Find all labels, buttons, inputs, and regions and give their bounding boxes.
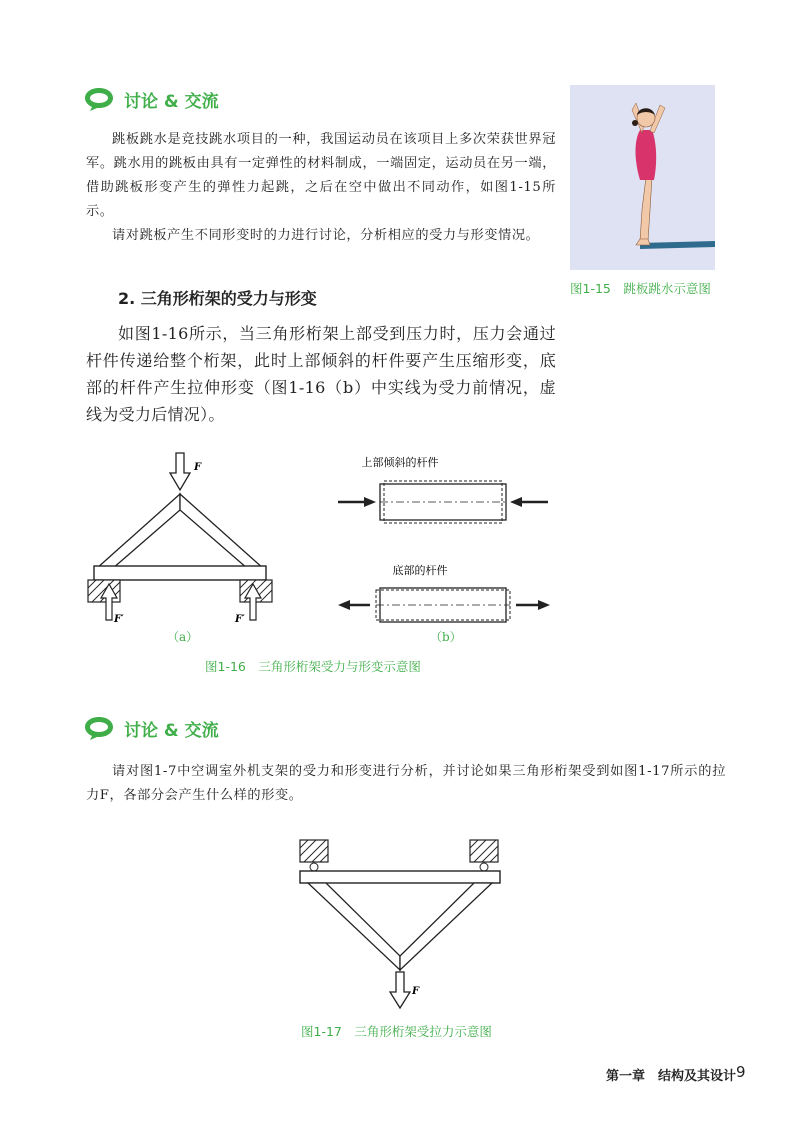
figure-caption-1-15: 图1-15 跳板跳水示意图	[570, 281, 711, 296]
discussion-header-1	[84, 86, 219, 112]
truss-a	[88, 453, 272, 620]
discussion-title: 讨论 & 交流	[124, 720, 219, 741]
figure-caption-1-17: 图1-17 三角形桁架受拉力示意图	[301, 1024, 492, 1039]
discussion-text-2	[86, 760, 726, 808]
speech-bubble-icon	[84, 86, 114, 112]
upper-member-label: 上部倾斜的杆件	[361, 456, 439, 469]
page-number: 9	[736, 1063, 746, 1081]
reaction-label-right: F′	[235, 614, 245, 625]
bottom-member-label: 底部的杆件	[392, 564, 448, 577]
paragraph: 请对跳板产生不同形变时的力进行讨论，分析相应的受力与形变情况。	[112, 228, 540, 243]
truss-force-diagram	[80, 448, 560, 648]
reaction-label-left: F′	[114, 614, 124, 625]
paragraph: 如图1-16所示，当三角形桁架上部受到压力时，压力会通过杆件传递给整个桁架，此时上部倾斜的杆件要产生压缩形变，底部的杆件产生拉伸形变（图1-16（b）中实线为受力前情况，虚线为受力后情况）。	[86, 324, 556, 424]
diving-illustration	[570, 85, 715, 270]
label-b: （b）	[430, 630, 462, 644]
paragraph: 请对图1-7中空调室外机支架的受力和形变进行分析，并讨论如果三角形桁架受到如图1-17所示的拉力F，各部分会产生什么样的形变。	[86, 764, 726, 803]
discussion-title: 讨论 & 交流	[124, 91, 219, 112]
paragraph: 跳板跳水是竞技跳水项目的一种，我国运动员在该项目上多次荣获世界冠军。跳水用的跳板由具有一定弹性的材料制成，一端固定，运动员在另一端，借助跳板形变产生的弹性力起跳，之后在空中做出不同动作，如图1-15所示。	[86, 132, 556, 219]
speech-bubble-icon	[84, 715, 114, 741]
truss-tension-diagram	[296, 838, 516, 1018]
discussion-header-2	[84, 715, 219, 741]
section-title: 2. 三角形桁架的受力与形变	[118, 289, 317, 308]
chapter-footer: 第一章 结构及其设计	[606, 1069, 737, 1084]
discussion-text-1	[86, 128, 556, 248]
section-body	[86, 320, 556, 428]
figure-caption-1-16: 图1-16 三角形桁架受力与形变示意图	[205, 659, 421, 674]
label-a: （a）	[167, 630, 199, 644]
force-label-f: F	[194, 462, 202, 473]
force-label-f: F	[412, 986, 420, 997]
